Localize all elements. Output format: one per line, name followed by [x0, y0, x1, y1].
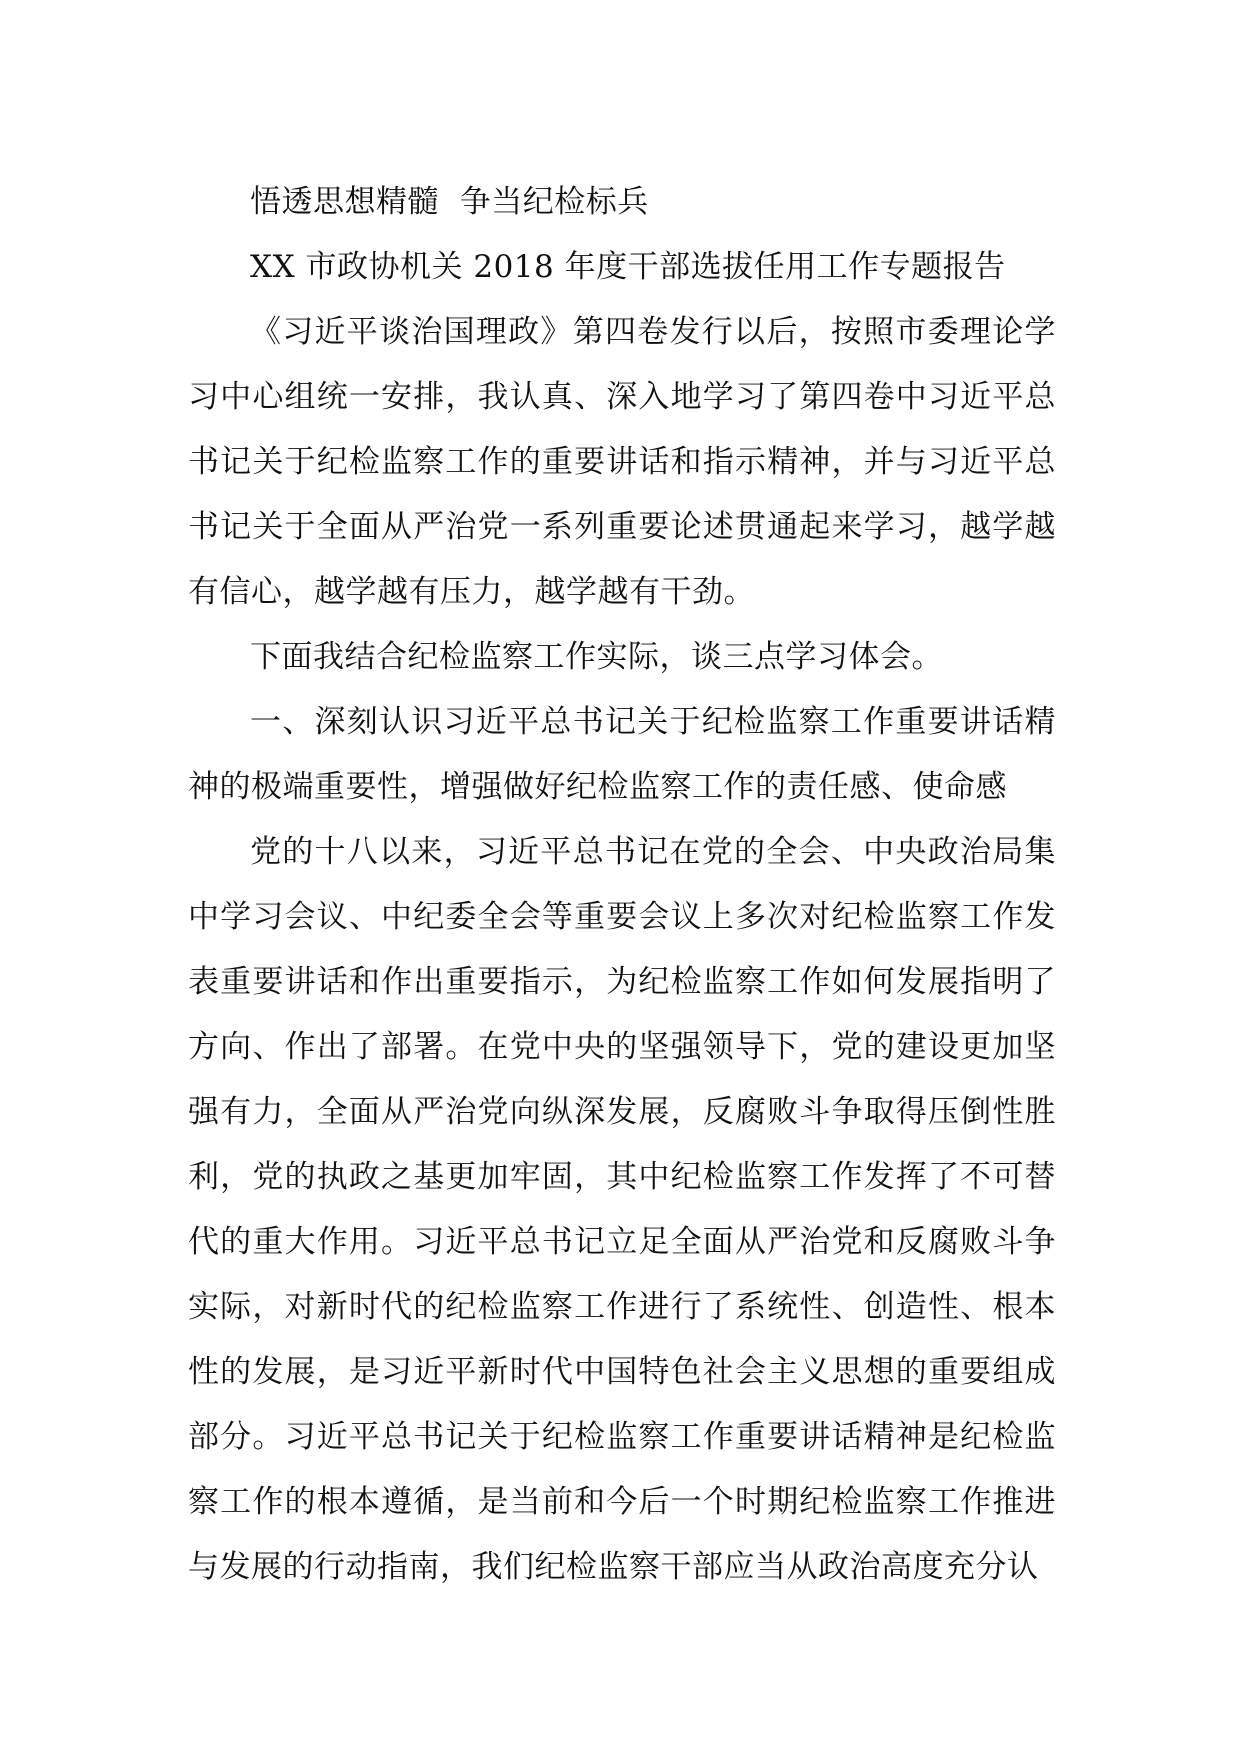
- document-title: 悟透思想精髓 争当纪检标兵: [250, 184, 649, 220]
- document-subtitle: XX 市政协机关 2018 年度干部选拔任用工作专题报告: [250, 249, 1006, 285]
- document-body: [188, 170, 1056, 1600]
- paragraph-overview: 下面我结合纪检监察工作实际，谈三点学习体会。: [250, 639, 943, 675]
- paragraph-intro: 《习近平谈治国理政》第四卷发行以后，按照市委理论学习中心组统一安排，我认真、深入地学习了第四卷中习近平总书记关于纪检监察工作的重要讲话和指示精神，并与习近平总书记关于全面从严治党一系列重要论述贯通起来学习，越学越有信心，越学越有压力，越学越有干劲。: [188, 314, 1056, 610]
- paragraph-section-1-body: 党的十八以来，习近平总书记在党的全会、中央政治局集中学习会议、中纪委全会等重要会议上多次对纪检监察工作发表重要讲话和作出重要指示，为纪检监察工作如何发展指明了方向、作出了部署。在党中央的坚强领导下，党的建设更加坚强有力，全面从严治党向纵深发展，反腐败斗争取得压倒性胜利，党的执政之基更加牢固，其中纪检监察工作发挥了不可替代的重大作用。习近平总书记立足全面从严治党和反腐败斗争实际，对新时代的纪检监察工作进行了系统性、创造性、根本性的发展，是习近平新时代中国特色社会主义思想的重要组成部分。习近平总书记关于纪检监察工作重要讲话精神是纪检监察工作的根本遵循，是当前和今后一个时期纪检监察工作推进与发展的行动指南，我们纪检监察干部应当从政治高度充分认: [188, 834, 1056, 1585]
- section-heading-1: 一、深刻认识习近平总书记关于纪检监察工作重要讲话精神的极端重要性，增强做好纪检监察工作的责任感、使命感: [188, 704, 1056, 805]
